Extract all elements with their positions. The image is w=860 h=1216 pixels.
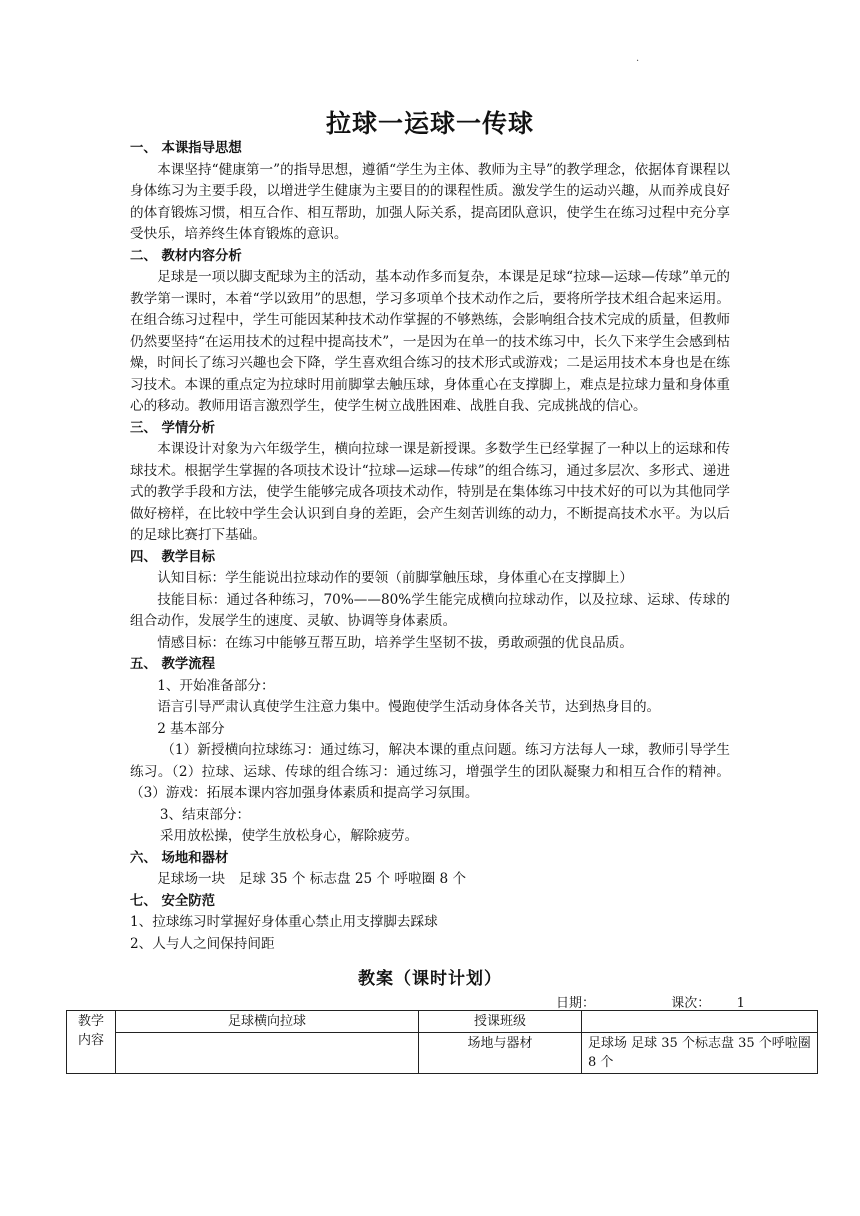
flow-part3-body: 采用放松操，使学生放松身心，解除疲劳。 (159, 828, 419, 844)
teaching-content-label: 教学内容 (67, 1011, 116, 1074)
section-heading-guiding-idea: 一、 本课指导思想 (130, 141, 242, 156)
section-heading-teaching-flow: 五、 教学流程 (130, 657, 216, 672)
section-heading-venue: 六、 场地和器材 (130, 850, 229, 866)
guiding-idea-paragraph: 本课坚持“健康第一”的指导思想，遵循“学生为主体、教师为主导”的教学理念，依据体育课程以身体练习为主要手段，以增进学生健康为主要目的的课程性质。激发学生的运动兴趣，从而养成良好的体育锻炼习惯，相互合作、相互帮助，加强人际关系，提高团队意识，使学生在练习过程中充分享受快乐，培养终生体育锻炼的意识。 (130, 161, 730, 242)
document-body (130, 138, 730, 955)
objective-cognitive: 认知目标：学生能说出拉球动作的要领（前脚掌触压球，身体重心在支撑脚上） (157, 570, 633, 586)
safety-item: 2、人与人之间保持间距 (130, 935, 275, 952)
content-detail-cell (116, 1033, 419, 1074)
venue-label: 场地与器材 (419, 1033, 582, 1074)
venue-value: 足球场 足球 35 个标志盘 35 个呼啦圈 8 个 (582, 1033, 818, 1074)
section-heading-safety: 七、 安全防范 (130, 893, 216, 909)
document-title: 拉球一运球一传球 (325, 109, 534, 138)
date-label: 日期： (556, 996, 596, 1011)
learner-analysis-paragraph: 本课设计对象为六年级学生，横向拉球一课是新授课。多数学生已经掌握了一种以上的运球和传球技术。根据学生掌握的各项技术设计“拉球—运球—传球”的组合练习，通过多层次、多形式、递进式的教学手段和方法，使学生能够完成各项技术动作，特别是在集体练习中技术好的可以为其他同学做好榜样，在比较中学生会认识到自身的差距，会产生刻苦训练的动力，不断提高技术水平。为以后的足球比赛打下基础。 (130, 441, 730, 543)
lesson-plan-table (66, 1010, 818, 1074)
flow-part1-body: 语言引导严肃认真使学生注意力集中。慢跑使学生活动身体各关节，达到热身目的。 (157, 699, 661, 715)
section-heading-objectives: 四、 教学目标 (130, 549, 216, 565)
class-value (582, 1011, 818, 1033)
lesson-plan-meta (556, 992, 745, 1011)
section-heading-material-analysis: 二、 教材内容分析 (130, 248, 242, 264)
lesson-plan-title: 教案（课时计划） (358, 969, 502, 989)
flow-part2-heading: 2 基本部分 (157, 720, 225, 737)
flow-part2-body: （1）新授横向拉球练习：通过练习，解决本课的重点问题。练习方法每人一球，教师引导学生练习。（2）拉球、运球、传球的组合练习：通过练习，增强学生的团队凝聚力和相互合作的精神。（3）游戏：拓展本课内容加强身体素质和提高学习氛围。 (130, 742, 730, 801)
class-label: 授课班级 (419, 1011, 582, 1033)
section-heading-learner-analysis: 三、 学情分析 (130, 420, 216, 436)
teaching-content-value: 足球横向拉球 (116, 1011, 419, 1033)
objective-skill: 技能目标：通过各种练习，70%——80%学生能完成横向拉球动作，以及拉球、运球、传球的组合动作，发展学生的速度、灵敏、协调等身体素质。 (130, 591, 730, 629)
stray-dot: · (636, 56, 640, 67)
safety-item: 1、拉球练习时掌握好身体重心禁止用支撑脚去踩球 (130, 914, 438, 930)
venue-equipment-text: 足球场一块 足球 35 个 标志盘 25 个 呼啦圈 8 个 (157, 871, 467, 887)
lesson-number-value: 1 (736, 996, 745, 1011)
flow-part3-heading: 3、结束部分： (159, 806, 251, 823)
material-analysis-paragraph: 足球是一项以脚支配球为主的活动，基本动作多而复杂，本课是足球“拉球—运球—传球”单元的教学第一课时，本着“学以致用”的思想，学习多项单个技术动作之后，要将所学技术组合起来运用。在组合练习过程中，学生可能因某种技术动作掌握的不够熟练，会影响组合技术完成的质量，但教师仍然要坚持“在运用技术的过程中提高技术”，一是因为在单一的技术练习中，长久下来学生会感到枯燥，时间长了练习兴趣也会下降，学生喜欢组合练习的技术形式或游戏；二是运用技术本身也是在练习技术。本课的重点定为拉球时用前脚掌去触压球，身体重心在支撑脚上，难点是拉球力量和身体重心的移动。教师用语言激烈学生，使学生树立战胜困难、战胜自我、完成挑战的信心。 (130, 269, 730, 414)
lesson-number-label: 课次： (671, 996, 711, 1011)
flow-part1-heading: 1、开始准备部分： (157, 677, 275, 694)
objective-affective: 情感目标：在练习中能够互帮互助，培养学生坚韧不拔，勇敢顽强的优良品质。 (157, 634, 633, 651)
